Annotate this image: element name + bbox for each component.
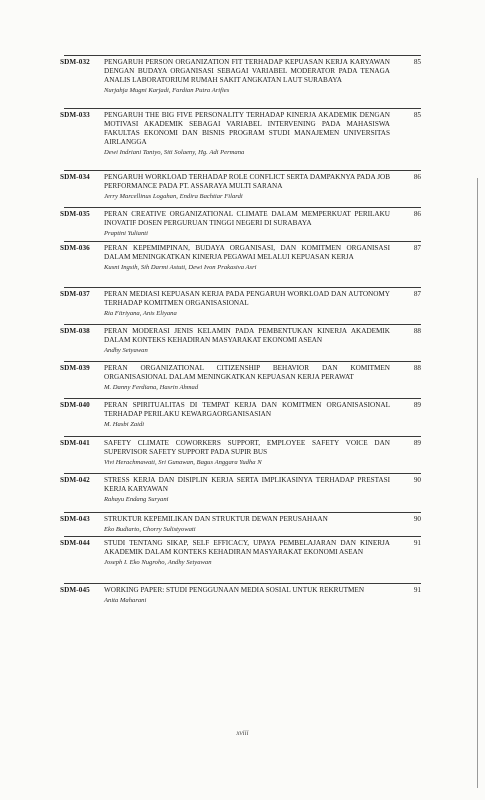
- entry-authors: Eko Budiarto, Chorry Sulistyowati: [104, 525, 196, 533]
- entry-title: PERAN MODERASI JENIS KELAMIN PADA PEMBENTUKAN KINERJA AKADEMIK DALAM KONTEKS KEHADIRAN MASYARAKAT EKONOMI ASEAN: [104, 327, 390, 344]
- entry-authors: Joseph I. Eko Nugroho, Andhy Setyawan: [104, 558, 212, 566]
- entry-authors: Nurjahja Mugni Karjadi, Fardian Putra Arifies: [104, 86, 230, 94]
- entry-body: [104, 399, 390, 429]
- entry-body: [104, 584, 390, 605]
- entry-title: PERAN MEDIASI KEPUASAN KERJA PADA PENGARUH WORKLOAD DAN AUTONOMY TERHADAP KOMITMEN ORGANISASIONAL: [104, 290, 390, 307]
- entry-body: [104, 109, 390, 157]
- toc-entry: [60, 512, 421, 534]
- entry-code: SDM-044: [60, 539, 90, 547]
- entry-title: WORKING PAPER: STUDI PENGGUNAAN MEDIA SOSIAL UNTUK REKRUTMEN: [104, 586, 365, 594]
- entry-authors: Vivi Herachmawati, Sri Gunawan, Bagus Anggara Yudha N: [104, 458, 262, 466]
- entry-code: SDM-041: [60, 439, 90, 447]
- toc-entry: [60, 241, 421, 272]
- entry-page-number: 90: [413, 515, 421, 523]
- entry-body: [104, 171, 390, 201]
- entry-authors: M. Hasbi Zaidi: [104, 420, 145, 428]
- toc-entry: [60, 207, 421, 238]
- entry-page-number: 90: [413, 476, 421, 484]
- page-number-footer: xviii: [236, 729, 249, 737]
- entry-code: SDM-042: [60, 476, 90, 484]
- entry-code: SDM-033: [60, 111, 90, 119]
- entry-title: PERAN CREATIVE ORGANIZATIONAL CLIMATE DALAM MEMPERKUAT PERILAKU INOVATIF DOSEN PERGURUAN TINGGI NEGERI DI SURABAYA: [104, 210, 390, 227]
- entry-body: [104, 325, 390, 355]
- entry-page-number: 87: [413, 290, 421, 298]
- entry-code: SDM-032: [60, 58, 90, 66]
- entry-code: SDM-039: [60, 364, 90, 372]
- entry-code: SDM-036: [60, 244, 90, 252]
- toc-entry: [60, 361, 421, 392]
- entry-page-number: 88: [413, 364, 421, 372]
- entry-page-number: 86: [413, 210, 421, 218]
- entry-title: PENGARUH PERSON ORGANIZATION FIT TERHADAP KEPUASAN KERJA KARYAWAN DENGAN BUDAYA ORGANISASI SEBAGAI VARIABEL MODERATOR PADA TENAGA ANALIS LABORATORIUM RUMAH SAKIT ANGKATAN LAUT SURABAYA: [104, 58, 390, 84]
- entry-authors: Praptini Yulianti: [104, 229, 148, 237]
- entry-body: [104, 513, 390, 534]
- entry-title: STUDI TENTANG SIKAP, SELF EFFICACY, UPAYA PEMBELAJARAN DAN KINERJA AKADEMIK DALAM KONTEKS KEHADIRAN MASYARAKAT EKONOMI ASEAN: [104, 539, 390, 556]
- entry-title: PERAN ORGANIZATIONAL CITIZENSHIP BEHAVIOR DAN KOMITMEN ORGANISASIONAL DALAM MENINGKATKAN KEPUASAN KERJA PERAWAT: [104, 364, 390, 381]
- scan-margin-line: [477, 178, 478, 788]
- entry-title: STRESS KERJA DAN DISIPLIN KERJA SERTA IMPLIKASINYA TERHADAP PRESTASI KERJA KARYAWAN: [104, 476, 390, 493]
- toc-entry: [60, 473, 421, 504]
- entry-body: [104, 208, 390, 238]
- entry-authors: Anita Maharani: [104, 596, 147, 604]
- toc-entry: [60, 324, 421, 355]
- entry-code: SDM-045: [60, 586, 90, 594]
- entry-code: SDM-037: [60, 290, 90, 298]
- entry-page-number: 86: [413, 173, 421, 181]
- entry-title: PENGARUH WORKLOAD TERHADAP ROLE CONFLICT SERTA DAMPAKNYA PADA JOB PERFORMANCE PADA PT. ASSARAYA MULTI SARANA: [104, 173, 390, 190]
- entry-title: PERAN SPIRITUALITAS DI TEMPAT KERJA DAN KOMITMEN ORGANISASIONAL TERHADAP PERILAKU KEWARGAORGANISASIAN: [104, 401, 390, 418]
- toc-entry: [60, 55, 421, 95]
- entry-title: PERAN KEPEMIMPINAN, BUDAYA ORGANISASI, DAN KOMITMEN ORGANISASI DALAM MENINGKATKAN KINERJA PEGAWAI MELALUI KEPUASAN KERJA: [104, 244, 390, 261]
- entry-body: [104, 537, 390, 567]
- toc-entry: [60, 436, 421, 467]
- entry-page-number: 89: [413, 439, 421, 447]
- entry-authors: Kusni Ingsih, Sih Darmi Astuti, Dewi Ivon Prakasiva Asri: [104, 263, 257, 271]
- entry-authors: Ria Fitriyana, Anis Eliyana: [104, 309, 177, 317]
- entry-code: SDM-038: [60, 327, 90, 335]
- toc-entry: [60, 583, 421, 605]
- entry-authors: Dewi Indriani Tantyo, Siti Solaeny, Hg. Adi Permana: [104, 148, 245, 156]
- entry-page-number: 89: [413, 401, 421, 409]
- toc-entry: [60, 536, 421, 567]
- entry-page-number: 91: [413, 539, 421, 547]
- entry-title: SAFETY CLIMATE COWORKERS SUPPORT, EMPLOYEE SAFETY VOICE DAN SUPERVISOR SAFETY SUPPORT PADA SUPIR BUS: [104, 439, 390, 456]
- entry-body: [104, 362, 390, 392]
- toc-entry: [60, 170, 421, 201]
- toc-entry: [60, 398, 421, 429]
- entry-page-number: 85: [413, 58, 421, 66]
- entry-page-number: 91: [413, 586, 421, 594]
- entry-authors: M. Danny Ferdiana, Hasrin Ahmad: [104, 383, 199, 391]
- entry-body: [104, 288, 390, 318]
- entry-code: SDM-035: [60, 210, 90, 218]
- toc-entry: [60, 108, 421, 157]
- entry-page-number: 87: [413, 244, 421, 252]
- entry-authors: Andhy Setyawan: [104, 346, 148, 354]
- entry-body: [104, 56, 390, 95]
- entry-title: STRUKTUR KEPEMILIKAN DAN STRUKTUR DEWAN PERUSAHAAN: [104, 515, 328, 523]
- entry-body: [104, 242, 390, 272]
- entry-title: PENGARUH THE BIG FIVE PERSONALITY TERHADAP KINERJA AKADEMIK DENGAN MOTIVASI AKADEMIK SEBAGAI VARIABEL INTERVENING PADA MAHASISWA FAKULTAS EKONOMI DAN BISNIS PROGRAM STUDI MANAJEMEN UNIVERSITAS AIRLANGGA: [104, 111, 390, 146]
- entry-code: SDM-043: [60, 515, 90, 523]
- entry-page-number: 85: [413, 111, 421, 119]
- entry-authors: Rahayu Endang Suryani: [104, 495, 169, 503]
- toc-entry: [60, 287, 421, 318]
- entry-body: [104, 474, 390, 504]
- entry-page-number: 88: [413, 327, 421, 335]
- entry-code: SDM-040: [60, 401, 90, 409]
- entry-authors: Jerry Marcellinus Logahan, Endira Bachtiar Filardi: [104, 192, 243, 200]
- entry-code: SDM-034: [60, 173, 90, 181]
- entry-body: [104, 437, 390, 467]
